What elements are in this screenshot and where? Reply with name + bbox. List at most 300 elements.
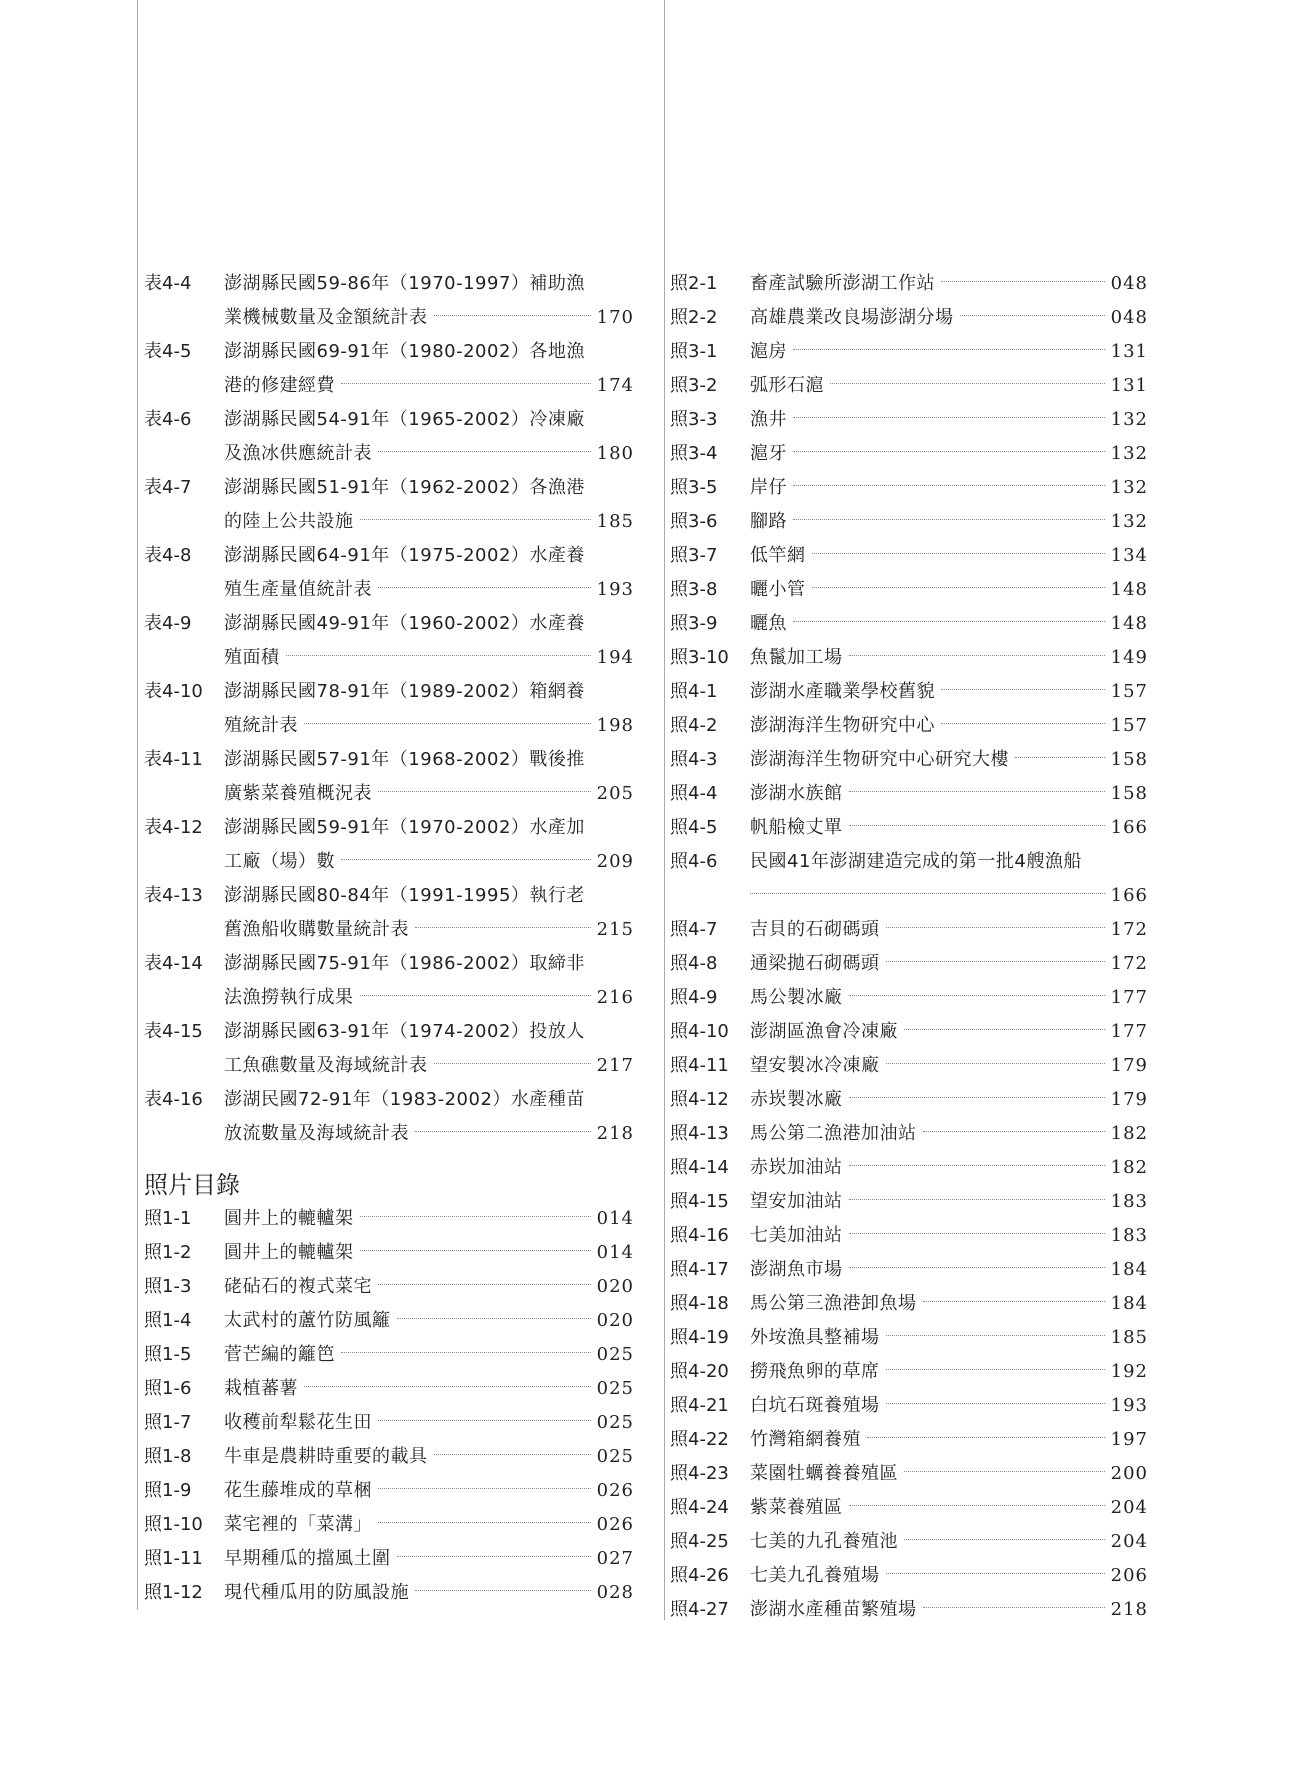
leader-line (224, 845, 634, 879)
entry-body (750, 505, 1148, 539)
entry-body (750, 845, 1148, 913)
dot-leader (923, 1607, 1105, 1608)
dot-leader (750, 893, 1105, 894)
table-entry[interactable] (144, 539, 634, 607)
entry-body (750, 981, 1148, 1015)
dot-leader (849, 1199, 1105, 1200)
table-entry[interactable] (144, 471, 634, 539)
left-margin-rule (137, 0, 138, 1610)
page-number: 027 (596, 1548, 634, 1569)
entry-body (224, 811, 634, 879)
entry-body (750, 1321, 1148, 1355)
page-number: 148 (1110, 613, 1148, 634)
photo-entry[interactable] (670, 845, 1148, 913)
table-entry[interactable] (144, 267, 634, 335)
dot-leader (793, 451, 1105, 452)
entry-body (750, 913, 1148, 947)
photo-entry[interactable] (670, 335, 1148, 369)
leader-line (750, 1117, 1148, 1151)
entry-body (224, 403, 634, 471)
entry-code: 照4-24 (670, 1497, 729, 1518)
photo-entry[interactable] (670, 1559, 1148, 1593)
entry-body (750, 539, 1148, 573)
page-number: 132 (1110, 443, 1148, 464)
photo-entry[interactable] (670, 743, 1148, 777)
page-number: 148 (1110, 579, 1148, 600)
entry-code: 表4-9 (144, 613, 192, 634)
column-divider-rule (664, 0, 665, 1620)
dot-leader (341, 859, 591, 860)
dot-leader (378, 791, 591, 792)
entry-title-line2: 的陸上公共設施 (224, 511, 354, 532)
entry-title: 高雄農業改良場澎湖分場 (750, 307, 954, 328)
page-number: 216 (596, 987, 634, 1008)
entry-title: 赤崁製冰廠 (750, 1089, 843, 1110)
leader-line (224, 1474, 634, 1508)
photo-entry[interactable] (144, 1270, 634, 1304)
entry-code: 照4-4 (670, 783, 718, 804)
entry-title-line2: 及漁冰供應統計表 (224, 443, 372, 464)
photo-entry[interactable] (670, 1117, 1148, 1151)
entry-title-line2: 工廠（場）數 (224, 851, 335, 872)
leader-line (750, 709, 1148, 743)
entry-body (750, 1457, 1148, 1491)
dot-leader (793, 349, 1105, 350)
entry-code: 照1-12 (144, 1582, 203, 1603)
page-number: 184 (1110, 1293, 1148, 1314)
page-number: 170 (596, 307, 634, 328)
photo-entry[interactable] (670, 505, 1148, 539)
leader-line (750, 1015, 1148, 1049)
page-number: 209 (596, 851, 634, 872)
entry-title: 菜園牡蠣養養殖區 (750, 1463, 898, 1484)
photo-entry[interactable] (144, 1576, 634, 1610)
entry-body (750, 437, 1148, 471)
entry-title: 白坑石斑養殖場 (750, 1395, 880, 1416)
photo-entry[interactable] (670, 913, 1148, 947)
page-number: 179 (1110, 1089, 1148, 1110)
photo-entry[interactable] (670, 675, 1148, 709)
page-number: 185 (1110, 1327, 1148, 1348)
leader-line (750, 1151, 1148, 1185)
leader-line (224, 777, 634, 811)
dot-leader (793, 485, 1105, 486)
entry-title: 七美的九孔養殖池 (750, 1531, 898, 1552)
page-number: 179 (1110, 1055, 1148, 1076)
dot-leader (378, 1522, 591, 1523)
leader-line (750, 471, 1148, 505)
photo-entry[interactable] (144, 1338, 634, 1372)
photo-entry[interactable] (670, 301, 1148, 335)
page-number: 157 (1110, 715, 1148, 736)
page-number: 183 (1110, 1191, 1148, 1212)
entry-title: 竹灣箱網養殖 (750, 1429, 861, 1450)
dot-leader (849, 1097, 1105, 1098)
entry-body (750, 777, 1148, 811)
dot-leader (849, 825, 1105, 826)
entry-code: 表4-13 (144, 885, 203, 906)
photo-entry[interactable] (144, 1508, 634, 1542)
leader-line (224, 1236, 634, 1270)
leader-line (224, 1117, 634, 1151)
entry-title: 望安製冰冷凍廠 (750, 1055, 880, 1076)
table-entry[interactable] (144, 879, 634, 947)
dot-leader (397, 1556, 591, 1557)
entry-code: 照4-27 (670, 1599, 729, 1620)
photo-entry[interactable] (144, 1406, 634, 1440)
leader-line (750, 1389, 1148, 1423)
leader-line (224, 369, 634, 403)
leader-line (750, 1219, 1148, 1253)
entry-code: 表4-16 (144, 1089, 203, 1110)
entry-title: 紫菜養殖區 (750, 1497, 843, 1518)
leader-line (224, 913, 634, 947)
entry-body (750, 1253, 1148, 1287)
table-entry[interactable] (144, 607, 634, 675)
photo-entry[interactable] (670, 1185, 1148, 1219)
page-number: 048 (1110, 273, 1148, 294)
photo-entry[interactable] (670, 573, 1148, 607)
photo-entry[interactable] (670, 981, 1148, 1015)
entry-body (750, 335, 1148, 369)
leader-line (750, 1287, 1148, 1321)
photo-entry[interactable] (670, 369, 1148, 403)
entry-title: 菅芒編的籬笆 (224, 1344, 335, 1365)
dot-leader (434, 315, 591, 316)
entry-code: 照4-26 (670, 1565, 729, 1586)
entry-body (750, 1151, 1148, 1185)
entry-title: 圓井上的轆轤架 (224, 1208, 354, 1229)
entry-code: 照4-12 (670, 1089, 729, 1110)
leader-line (224, 1202, 634, 1236)
leader-line (750, 811, 1148, 845)
table-entry[interactable] (144, 403, 634, 471)
table-entry[interactable] (144, 947, 634, 1015)
entry-code: 照1-5 (144, 1344, 192, 1365)
entry-title-line1: 澎湖縣民國54-91年（1965-2002）冷凍廠 (224, 409, 585, 430)
entry-title: 赤崁加油站 (750, 1157, 843, 1178)
photo-entry[interactable] (670, 539, 1148, 573)
entry-body (750, 1287, 1148, 1321)
dot-leader (849, 1165, 1105, 1166)
dot-leader (378, 451, 591, 452)
photo-list-right (670, 267, 1148, 1627)
entry-title: 馬公第二漁港加油站 (750, 1123, 917, 1144)
photo-entry[interactable] (144, 1304, 634, 1338)
photo-entry[interactable] (670, 267, 1148, 301)
entry-code: 表4-11 (144, 749, 203, 770)
entry-code: 照4-10 (670, 1021, 729, 1042)
entry-body (750, 1083, 1148, 1117)
photo-entry[interactable] (670, 1287, 1148, 1321)
entry-body (750, 811, 1148, 845)
leader-line (750, 335, 1148, 369)
entry-title: 圓井上的轆轤架 (224, 1242, 354, 1263)
entry-body (224, 539, 634, 607)
entry-code: 表4-7 (144, 477, 192, 498)
page-number: 149 (1110, 647, 1148, 668)
table-entry[interactable] (144, 1083, 634, 1151)
entry-body (224, 335, 634, 403)
table-entry[interactable] (144, 1015, 634, 1083)
photo-entry[interactable] (670, 1049, 1148, 1083)
dot-leader (886, 1369, 1105, 1370)
entry-title-line1: 澎湖縣民國78-91年（1989-2002）箱網養 (224, 681, 585, 702)
dot-leader (360, 995, 591, 996)
dot-leader (360, 519, 591, 520)
entry-body (224, 267, 634, 335)
entry-body (224, 1304, 634, 1338)
page-number: 014 (596, 1242, 634, 1263)
entry-body (750, 573, 1148, 607)
page-number: 048 (1110, 307, 1148, 328)
entry-title: 花生藤堆成的草梱 (224, 1480, 372, 1501)
dot-leader (867, 1437, 1105, 1438)
entry-title: 望安加油站 (750, 1191, 843, 1212)
leader-line (750, 879, 1148, 913)
dot-leader (886, 927, 1105, 928)
entry-code: 照1-10 (144, 1514, 203, 1535)
photo-entry[interactable] (670, 607, 1148, 641)
dot-leader (941, 281, 1105, 282)
leader-line (750, 675, 1148, 709)
entry-body (750, 369, 1148, 403)
photo-entry[interactable] (670, 1015, 1148, 1049)
entry-title: 收穫前犁鬆花生田 (224, 1412, 372, 1433)
entry-title: 澎湖海洋生物研究中心研究大樓 (750, 749, 1009, 770)
leader-line (224, 1508, 634, 1542)
entry-title: 硓砧石的複式菜宅 (224, 1276, 372, 1297)
photo-entry[interactable] (144, 1372, 634, 1406)
photo-entry[interactable] (670, 709, 1148, 743)
dot-leader (830, 383, 1105, 384)
entry-code: 照3-9 (670, 613, 718, 634)
photo-entry[interactable] (670, 1525, 1148, 1559)
photo-entry[interactable] (670, 1321, 1148, 1355)
leader-line (224, 1304, 634, 1338)
leader-line (750, 607, 1148, 641)
entry-body (750, 743, 1148, 777)
photo-entry[interactable] (144, 1440, 634, 1474)
entry-body (224, 879, 634, 947)
page-number: 014 (596, 1208, 634, 1229)
entry-body (750, 1423, 1148, 1457)
photo-entry[interactable] (144, 1202, 634, 1236)
entry-code: 照4-16 (670, 1225, 729, 1246)
photo-entry[interactable] (670, 437, 1148, 471)
entry-title-line2: 工魚礁數量及海域統計表 (224, 1055, 428, 1076)
entry-title-line1: 澎湖民國72-91年（1983-2002）水產種苗 (224, 1089, 585, 1110)
photo-entry[interactable] (670, 1219, 1148, 1253)
leader-line (750, 1049, 1148, 1083)
table-list (144, 267, 634, 1151)
entry-code: 照4-3 (670, 749, 718, 770)
page-number: 218 (1110, 1599, 1148, 1620)
entry-body (224, 1083, 634, 1151)
photo-entry[interactable] (670, 1083, 1148, 1117)
entry-title-line1: 澎湖縣民國75-91年（1986-2002）取締非 (224, 953, 585, 974)
entry-code: 照3-6 (670, 511, 718, 532)
entry-title-line2: 殖統計表 (224, 715, 298, 736)
entry-title: 魚鬣加工場 (750, 647, 843, 668)
page-number: 025 (596, 1446, 634, 1467)
table-entry[interactable] (144, 335, 634, 403)
page-number: 166 (1110, 817, 1148, 838)
entry-code: 照1-8 (144, 1446, 192, 1467)
entry-title-line2: 放流數量及海域統計表 (224, 1123, 409, 1144)
dot-leader (360, 1250, 591, 1251)
entry-title: 牛車是農耕時重要的載具 (224, 1446, 428, 1467)
entry-code: 表4-15 (144, 1021, 203, 1042)
leader-line (224, 1049, 634, 1083)
leader-line (750, 743, 1148, 777)
entry-code: 照3-10 (670, 647, 729, 668)
entry-body (224, 1015, 634, 1083)
page-number: 157 (1110, 681, 1148, 702)
photo-entry[interactable] (670, 811, 1148, 845)
page-number: 182 (1110, 1157, 1148, 1178)
page-number: 134 (1110, 545, 1148, 566)
dot-leader (923, 1131, 1105, 1132)
photo-entry[interactable] (670, 1491, 1148, 1525)
dot-leader (849, 1233, 1105, 1234)
photo-entry[interactable] (144, 1474, 634, 1508)
photo-entry[interactable] (670, 471, 1148, 505)
page-number: 132 (1110, 511, 1148, 532)
page-number: 183 (1110, 1225, 1148, 1246)
entry-title: 澎湖魚市場 (750, 1259, 843, 1280)
dot-leader (812, 553, 1105, 554)
photo-entry[interactable] (670, 1593, 1148, 1627)
dot-leader (886, 1573, 1105, 1574)
entry-title: 曬魚 (750, 613, 787, 634)
entry-code: 照4-19 (670, 1327, 729, 1348)
photo-entry[interactable] (144, 1542, 634, 1576)
left-column (144, 267, 634, 1610)
leader-line (224, 1338, 634, 1372)
entry-title: 馬公製冰廠 (750, 987, 843, 1008)
photo-entry[interactable] (670, 1253, 1148, 1287)
entry-body (750, 1389, 1148, 1423)
page-number: 193 (596, 579, 634, 600)
entry-code: 照1-3 (144, 1276, 192, 1297)
photo-entry[interactable] (670, 1389, 1148, 1423)
entry-body (750, 301, 1148, 335)
entry-code: 照4-2 (670, 715, 718, 736)
photo-entry[interactable] (670, 947, 1148, 981)
page-number: 177 (1110, 987, 1148, 1008)
entry-code: 照1-4 (144, 1310, 192, 1331)
leader-line (750, 1321, 1148, 1355)
leader-line (750, 947, 1148, 981)
dot-leader (941, 689, 1105, 690)
entry-code: 表4-8 (144, 545, 192, 566)
leader-line (750, 1559, 1148, 1593)
leader-line (224, 1576, 634, 1610)
page-number: 194 (596, 647, 634, 668)
entry-code: 照3-1 (670, 341, 718, 362)
page-number: 026 (596, 1514, 634, 1535)
page-number: 172 (1110, 919, 1148, 940)
dot-leader (397, 1318, 591, 1319)
dot-leader (849, 1505, 1105, 1506)
dot-leader (849, 655, 1105, 656)
dot-leader (904, 1539, 1105, 1540)
photo-entry[interactable] (670, 1457, 1148, 1491)
dot-leader (812, 587, 1105, 588)
photo-entry[interactable] (670, 403, 1148, 437)
leader-line (224, 1440, 634, 1474)
leader-line (224, 1270, 634, 1304)
entry-body (224, 675, 634, 743)
entry-title: 外垵漁具整補場 (750, 1327, 880, 1348)
leader-line (750, 913, 1148, 947)
entry-body (750, 1593, 1148, 1627)
dot-leader (904, 1471, 1105, 1472)
page-number: 025 (596, 1344, 634, 1365)
page-number: 206 (1110, 1565, 1148, 1586)
entry-code: 照3-2 (670, 375, 718, 396)
photo-entry[interactable] (670, 1151, 1148, 1185)
photo-entry[interactable] (670, 1423, 1148, 1457)
leader-line (750, 1457, 1148, 1491)
table-entry[interactable] (144, 743, 634, 811)
dot-leader (304, 723, 591, 724)
entry-body (224, 1508, 634, 1542)
page-number: 026 (596, 1480, 634, 1501)
entry-code: 照3-3 (670, 409, 718, 430)
leader-line (224, 709, 634, 743)
dot-leader (434, 1063, 591, 1064)
table-entry[interactable] (144, 811, 634, 879)
entry-body (750, 403, 1148, 437)
entry-code: 照3-7 (670, 545, 718, 566)
photo-entry[interactable] (670, 1355, 1148, 1389)
entry-body (750, 1219, 1148, 1253)
entry-title: 澎湖水產職業學校舊貌 (750, 681, 935, 702)
entry-title-line2: 廣紫菜養殖概況表 (224, 783, 372, 804)
page-number: 192 (1110, 1361, 1148, 1382)
entry-title-line1: 澎湖縣民國80-84年（1991-1995）執行老 (224, 885, 585, 906)
page-number: 204 (1110, 1531, 1148, 1552)
page-number: 217 (596, 1055, 634, 1076)
entry-code: 照4-14 (670, 1157, 729, 1178)
dot-leader (341, 1352, 591, 1353)
leader-line (224, 1542, 634, 1576)
photo-entry[interactable] (670, 641, 1148, 675)
entry-body (224, 1270, 634, 1304)
entry-code: 照4-5 (670, 817, 718, 838)
entry-code: 照4-7 (670, 919, 718, 940)
entry-body (750, 947, 1148, 981)
entry-body (750, 471, 1148, 505)
entry-title-line2: 舊漁船收購數量統計表 (224, 919, 409, 940)
entry-title-line1: 澎湖縣民國69-91年（1980-2002）各地漁 (224, 341, 585, 362)
entry-body (750, 1049, 1148, 1083)
dot-leader (849, 1267, 1105, 1268)
table-entry[interactable] (144, 675, 634, 743)
page-number: 177 (1110, 1021, 1148, 1042)
entry-title-line1: 澎湖縣民國59-86年（1970-1997）補助漁 (224, 273, 585, 294)
photo-entry[interactable] (670, 777, 1148, 811)
photo-entry[interactable] (144, 1236, 634, 1270)
entry-code: 照1-1 (144, 1208, 192, 1229)
dot-leader (378, 1420, 591, 1421)
entry-body (750, 641, 1148, 675)
leader-line (750, 505, 1148, 539)
page-number: 172 (1110, 953, 1148, 974)
dot-leader (886, 961, 1105, 962)
